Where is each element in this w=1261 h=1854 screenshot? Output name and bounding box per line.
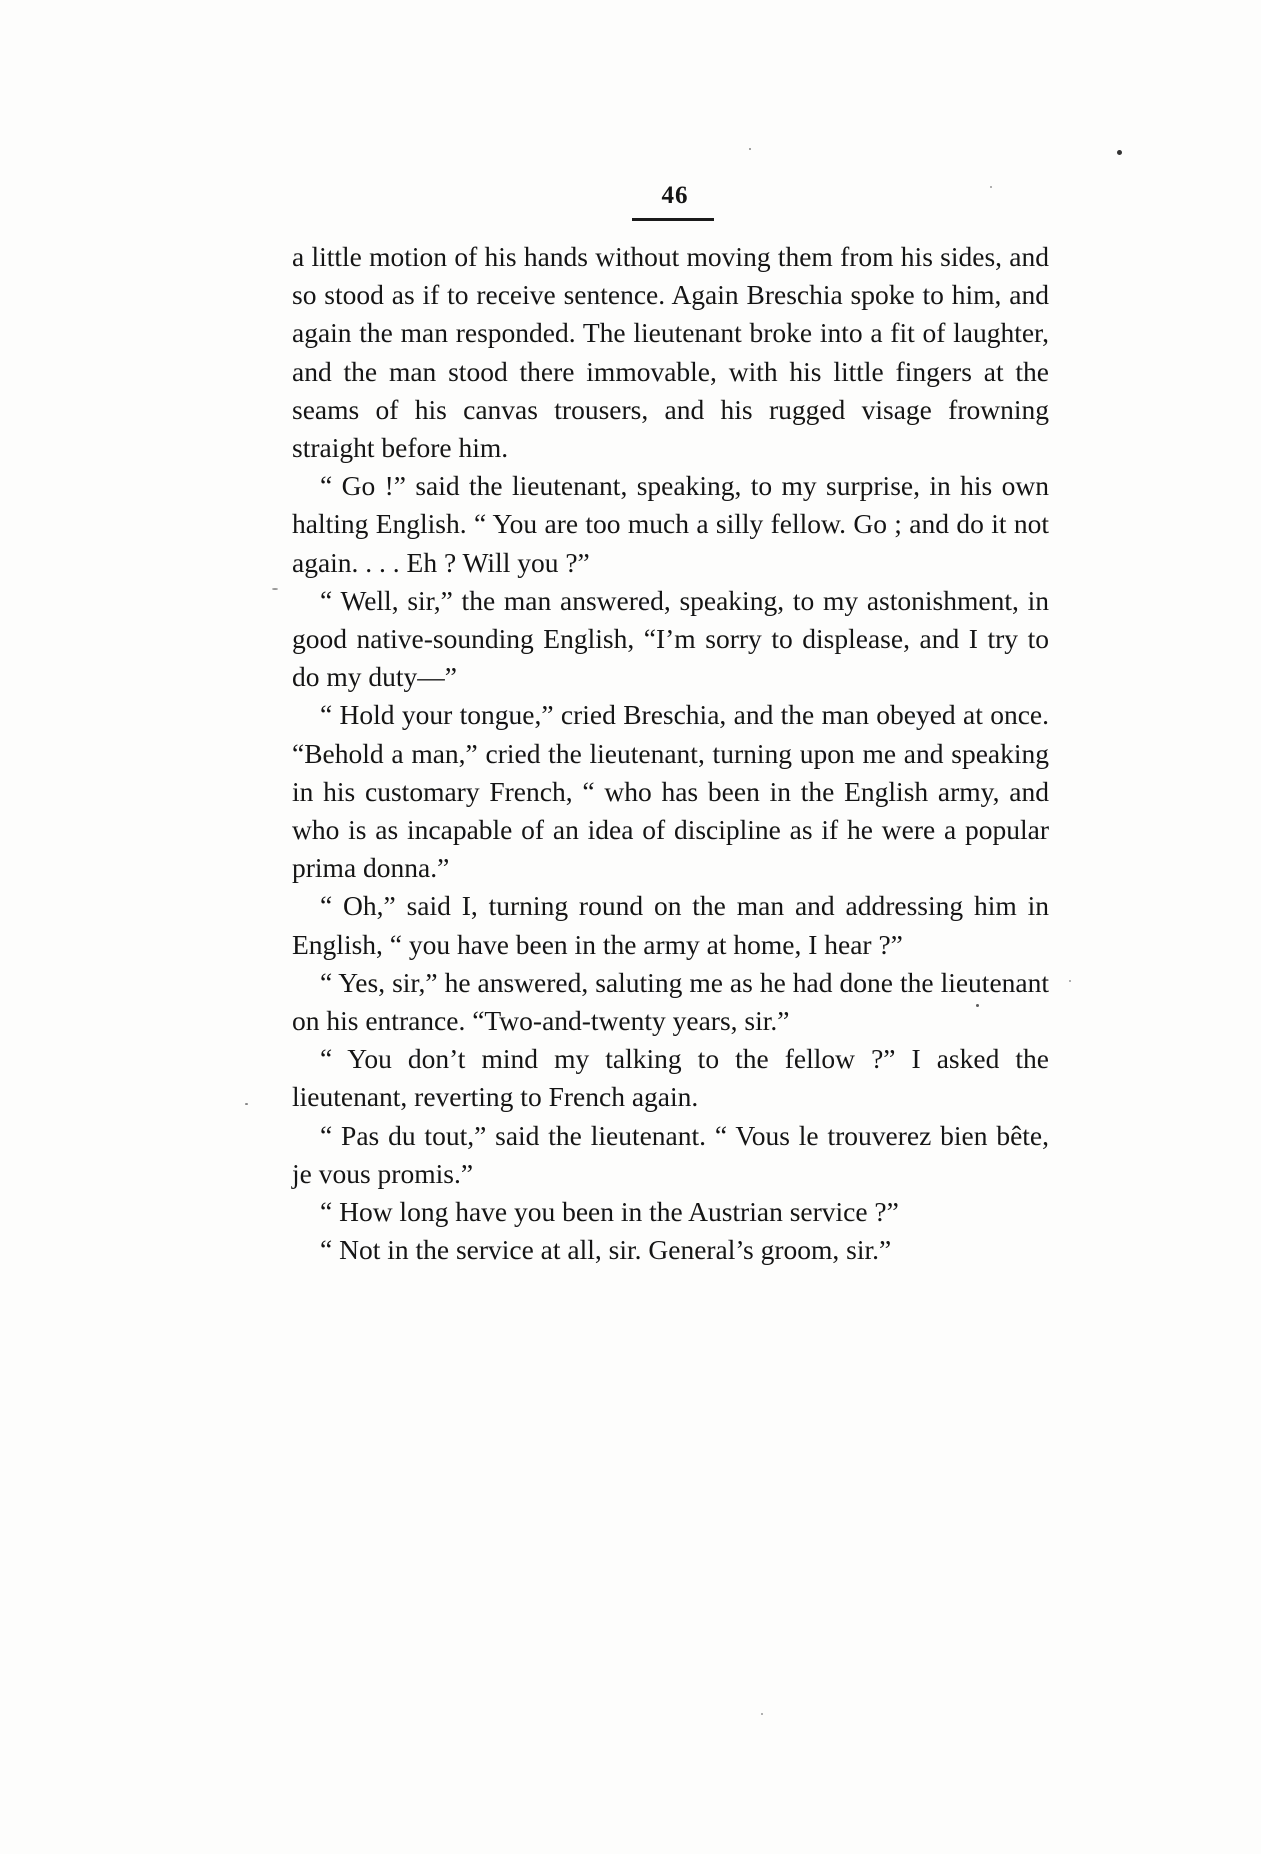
page-number-rule (632, 218, 714, 221)
paragraph: “ Not in the service at all, sir. General’s groom, sir.” (320, 1234, 892, 1266)
scan-speck (976, 1004, 979, 1007)
scan-speck (1069, 980, 1071, 982)
scan-speck (990, 186, 992, 188)
scan-speck (272, 588, 278, 590)
paragraph: “ How long have you been in the Austrian service ?” (320, 1196, 899, 1228)
page-number: 46 (661, 182, 689, 209)
paragraph: “ Pas du tout,” said the lieutenant. “ Vous le trouverez bien bête, je vous promis.” (292, 1119, 1049, 1189)
paragraph: “ Hold your tongue,” cried Breschia, and the man obeyed at once. “Behold a man,” cried the lieutenant, turning upon me and speaking in his customary French, “ who has been in the English army, and who is as incapable of an idea of discipline as if he were a popular prima donna.” (292, 699, 1049, 884)
paragraph: “ You don’t mind my talking to the fellow ?” I asked the lieutenant, reverting to French again. (292, 1043, 1049, 1113)
paragraph: a little motion of his hands without moving them from his sides, and so stood as if to receive sentence. Again Breschia spoke to him, and again the man responded. The lieutenant broke into a fit of laughter, and the man stood there immovable, with his little fingers at the seams of his canvas trousers, and his rugged visage frowning straight before him. (292, 241, 1049, 464)
paragraph: “ Yes, sir,” he answered, saluting me as he had done the lieutenant on his entrance. “Two-and-twenty years, sir.” (292, 966, 1049, 1037)
paragraph: “ Go !” said the lieutenant, speaking, to my surprise, in his own halting English. “ You are too much a silly fellow. Go ; and do it not again. . . . Eh ? Will you ?” (292, 470, 1049, 578)
scan-speck (1117, 150, 1122, 155)
scan-speck (749, 148, 751, 150)
paragraph: “ Well, sir,” the man answered, speaking, to my astonishment, in good native-sounding English, “I’m sorry to displease, and I try to do my duty—” (292, 584, 1049, 693)
scan-speck (245, 1103, 248, 1105)
scan-speck (761, 1713, 763, 1715)
paragraph: “ Oh,” said I, turning round on the man and addressing him in English, “ you have been in the army at home, I hear ?” (292, 890, 1049, 960)
body-text (292, 238, 1049, 1269)
